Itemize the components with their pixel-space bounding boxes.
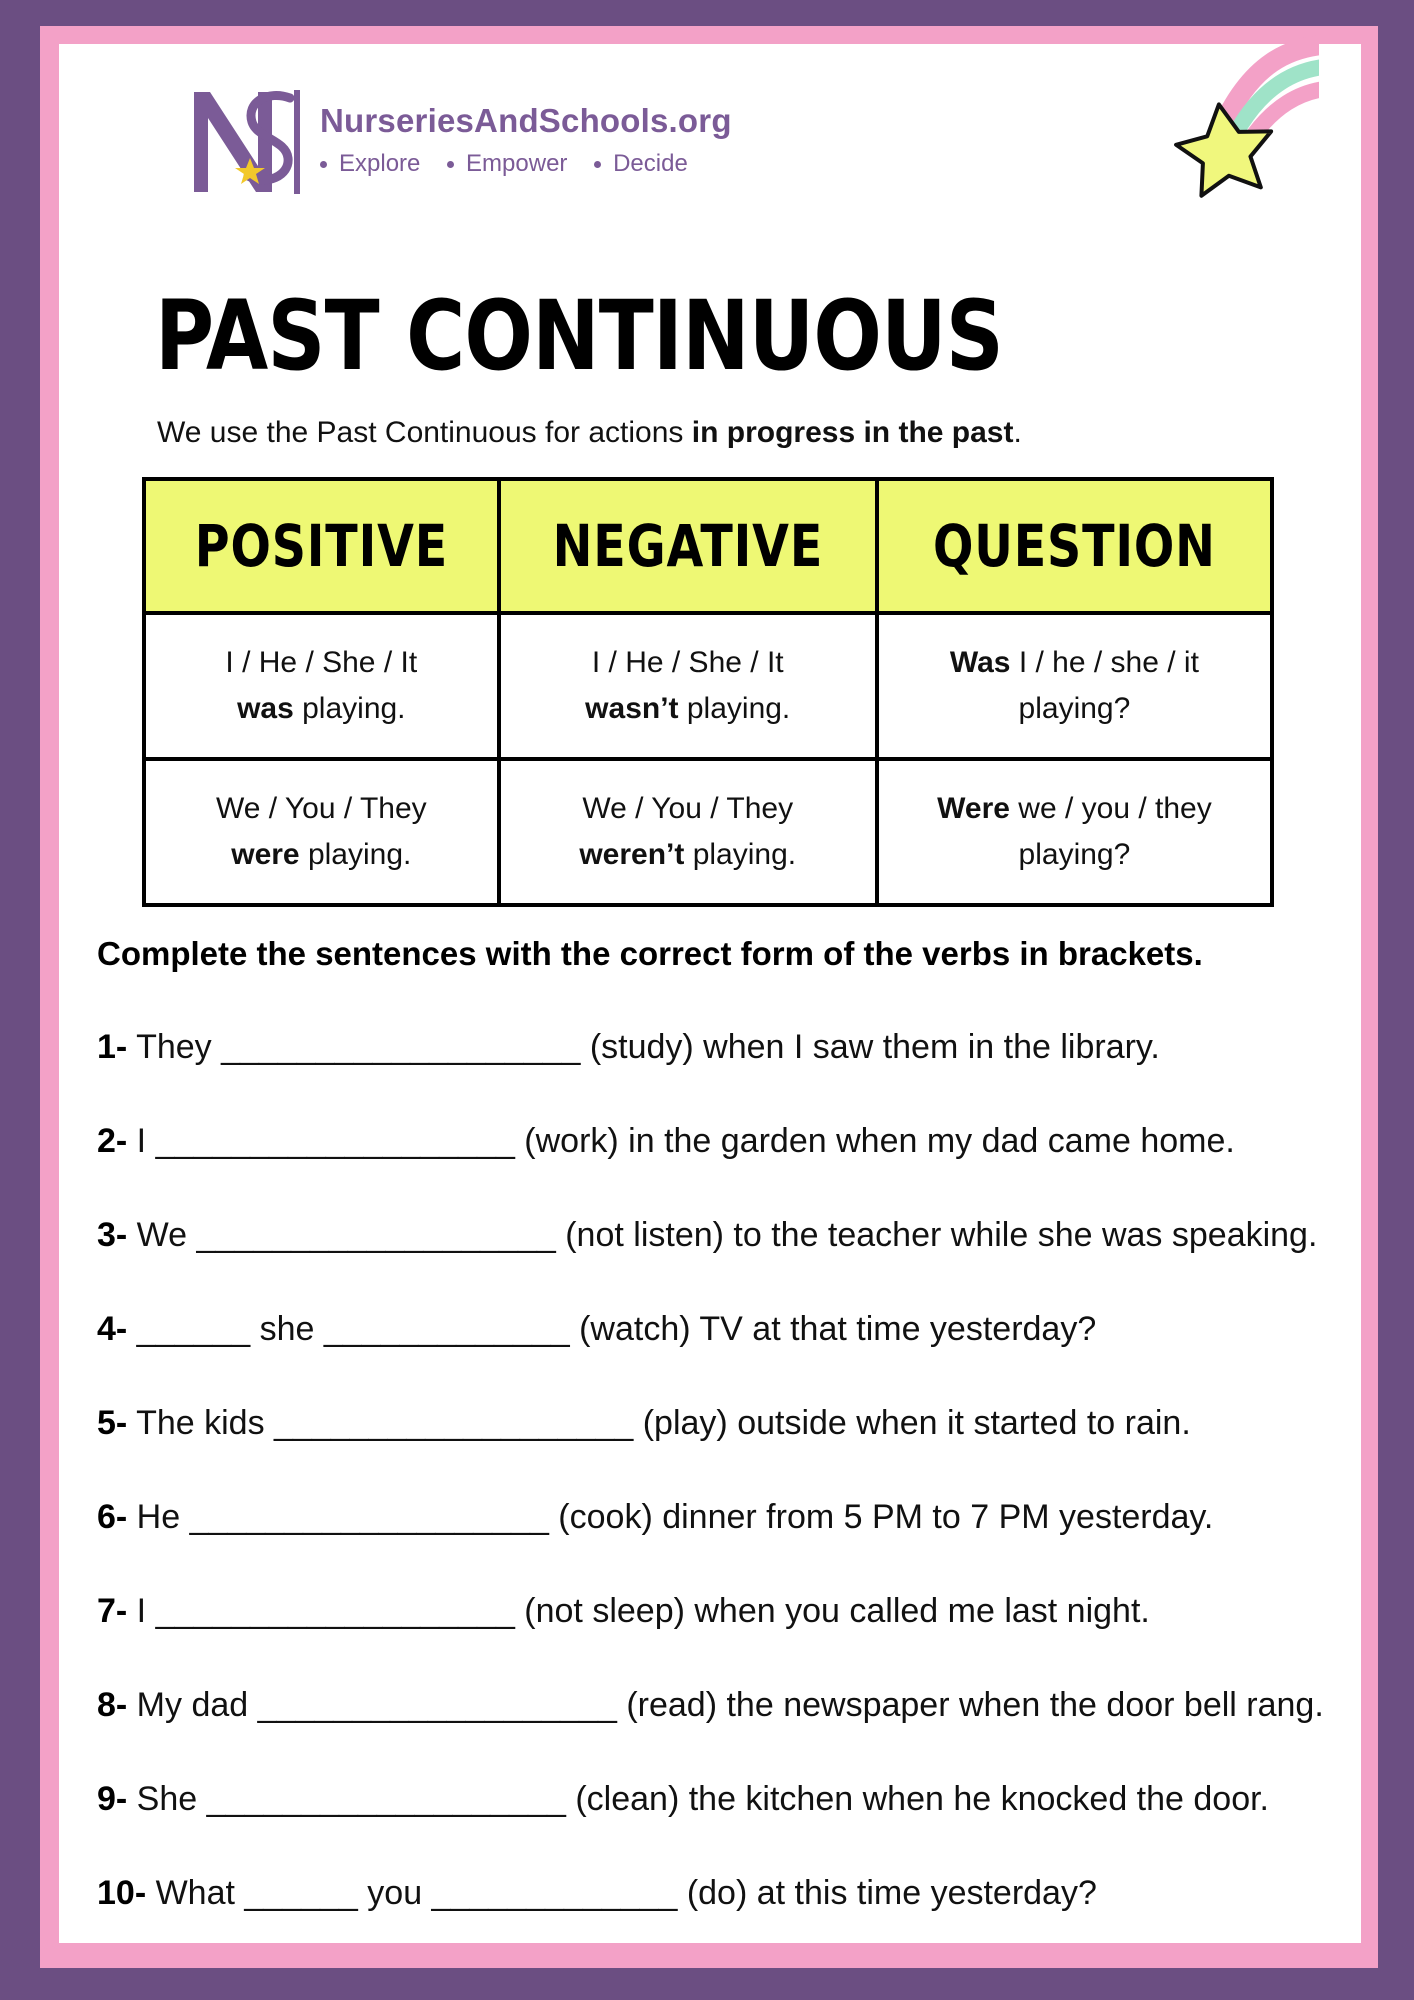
tagline-explore: Explore <box>339 150 421 177</box>
shooting-star-icon <box>1159 24 1319 204</box>
exercise-item: 8- My dad ___________________ (read) the newspaper when the door bell rang. <box>97 1686 1324 1724</box>
subtitle-end: . <box>1013 416 1022 449</box>
exercise-item: 1- They ___________________ (study) when I saw them in the library. <box>97 1028 1160 1066</box>
exercise-item: 2- I ___________________ (work) in the garden when my dad came home. <box>97 1122 1235 1160</box>
table-cell: Was I / he / she / it playing? <box>877 613 1272 759</box>
table-cell: I / He / She / It wasn’t playing. <box>499 613 877 759</box>
header-negative: NEGATIVE <box>499 479 877 613</box>
exercise-item: 4- ______ she _____________ (watch) TV at that time yesterday? <box>97 1310 1097 1348</box>
header-positive: POSITIVE <box>144 479 499 613</box>
brand-name: NurseriesAndSchools.org <box>320 102 732 139</box>
grammar-table <box>142 477 1274 907</box>
tagline-decide: Decide <box>613 150 688 177</box>
exercise-item: 7- I ___________________ (not sleep) when you called me last night. <box>97 1592 1150 1630</box>
logo <box>186 88 786 198</box>
table-row <box>144 613 1272 759</box>
exercise-item: 9- She ___________________ (clean) the kitchen when he knocked the door. <box>97 1780 1270 1818</box>
table-row <box>144 759 1272 905</box>
exercise-item: 3- We ___________________ (not listen) to the teacher while she was speaking. <box>97 1216 1318 1254</box>
subtitle-bold: in progress in the past <box>691 416 1014 449</box>
table-cell: We / You / They were playing. <box>144 759 499 905</box>
table-cell: Were we / you / they playing? <box>877 759 1272 905</box>
tagline-empower: Empower <box>466 150 568 177</box>
tagline <box>320 150 700 178</box>
ns-logo-icon <box>186 88 312 196</box>
subtitle-text: We use the Past Continuous for actions <box>157 416 692 449</box>
table-cell: We / You / They weren’t playing. <box>499 759 877 905</box>
table-header-row <box>144 479 1272 613</box>
instructions: Complete the sentences with the correct form of the verbs in brackets. <box>97 935 1203 972</box>
header-question: QUESTION <box>877 479 1272 613</box>
table-cell: I / He / She / It was playing. <box>144 613 499 759</box>
exercise-item: 10- What ______ you _____________ (do) at this time yesterday? <box>97 1874 1097 1912</box>
subtitle <box>157 416 1022 450</box>
page-title: PAST CONTINUOUS <box>155 280 1003 392</box>
exercise-item: 6- He ___________________ (cook) dinner from 5 PM to 7 PM yesterday. <box>97 1498 1214 1536</box>
exercise-item: 5- The kids ___________________ (play) outside when it started to rain. <box>97 1404 1191 1442</box>
